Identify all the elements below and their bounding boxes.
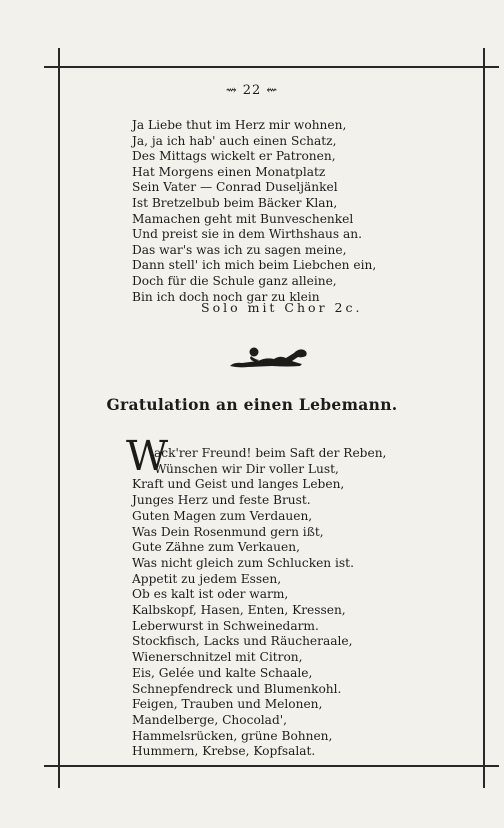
verse-line: Doch für die Schule ganz alleine, (132, 273, 337, 288)
verse-line: Junges Herz und feste Brust. (132, 493, 311, 508)
frame-right-rule (483, 48, 485, 788)
verse-line: Ja, ja ich hab' auch einen Schatz, (132, 133, 337, 148)
verse-line: Dann stell' ich mich beim Liebchen ein, (132, 258, 377, 273)
verse-line: Das war's was ich zu sagen meine, (132, 242, 347, 257)
verse-line: Hummern, Krebse, Kopfsalat. (132, 744, 316, 759)
verse-line: Des Mittags wickelt er Patronen, (132, 149, 336, 164)
verse-line: Feigen, Trauben und Melonen, (132, 697, 323, 712)
verse-line: Bin ich doch noch gar zu klein (132, 289, 320, 304)
verse-line: Ja Liebe thut im Herz mir wohnen, (132, 118, 347, 132)
verse-line: Mandelberge, Chocolad', (132, 712, 287, 727)
verse-line: Mamachen geht mit Bunveschenkel (132, 211, 354, 226)
verse-line: ack'rer Freund! beim Saft der Reben, (154, 446, 387, 460)
poem-1-verse (132, 118, 376, 305)
verse-line: Stockfisch, Lacks und Räucheraale, (132, 634, 353, 649)
section-title: Gratulation an einen Lebemann. (106, 395, 398, 414)
verse-line: Hammelsrücken, grüne Bohnen, (132, 728, 333, 743)
reclining-figure-ornament (228, 340, 310, 370)
frame-left-rule (58, 48, 60, 788)
verse-line: Appetit zu jedem Essen, (132, 571, 282, 586)
verse-line: Ob es kalt ist oder warm, (132, 587, 289, 602)
verse-line: Kalbskopf, Hasen, Enten, Kressen, (132, 603, 346, 618)
verse-line: Wienerschnitzel mit Citron, (132, 650, 303, 665)
verse-line: Und preist sie in dem Wirthshaus an. (132, 227, 362, 242)
verse-line: Leberwurst in Schweinedarm. (132, 618, 319, 633)
verse-line: Wünschen wir Dir voller Lust, (154, 461, 339, 476)
poem-2-verse (132, 446, 386, 760)
verse-line: Ist Bretzelbub beim Bäcker Klan, (132, 195, 338, 210)
stage-direction: Solo mit Chor 2c. (201, 300, 363, 315)
frame-bottom-rule (44, 765, 499, 767)
verse-line: Eis, Gelée und kalte Schaale, (132, 665, 313, 680)
verse-line: Sein Vater — Conrad Duseljänkel (132, 180, 338, 195)
page-number: ⇝ 22 ⇜ (225, 83, 279, 98)
verse-line: Gute Zähne zum Verkauen, (132, 540, 300, 555)
verse-line: Schnepfendreck und Blumenkohl. (132, 681, 342, 696)
verse-line: Guten Magen zum Verdauen, (132, 508, 313, 523)
verse-line: Was nicht gleich zum Schlucken ist. (132, 555, 354, 570)
verse-line: Kraft und Geist und langes Leben, (132, 477, 345, 492)
verse-line: Was Dein Rosenmund gern ißt, (132, 524, 324, 539)
frame-top-rule (44, 66, 499, 68)
verse-line: Hat Morgens einen Monatplatz (132, 164, 326, 179)
drop-cap: W (126, 432, 169, 480)
